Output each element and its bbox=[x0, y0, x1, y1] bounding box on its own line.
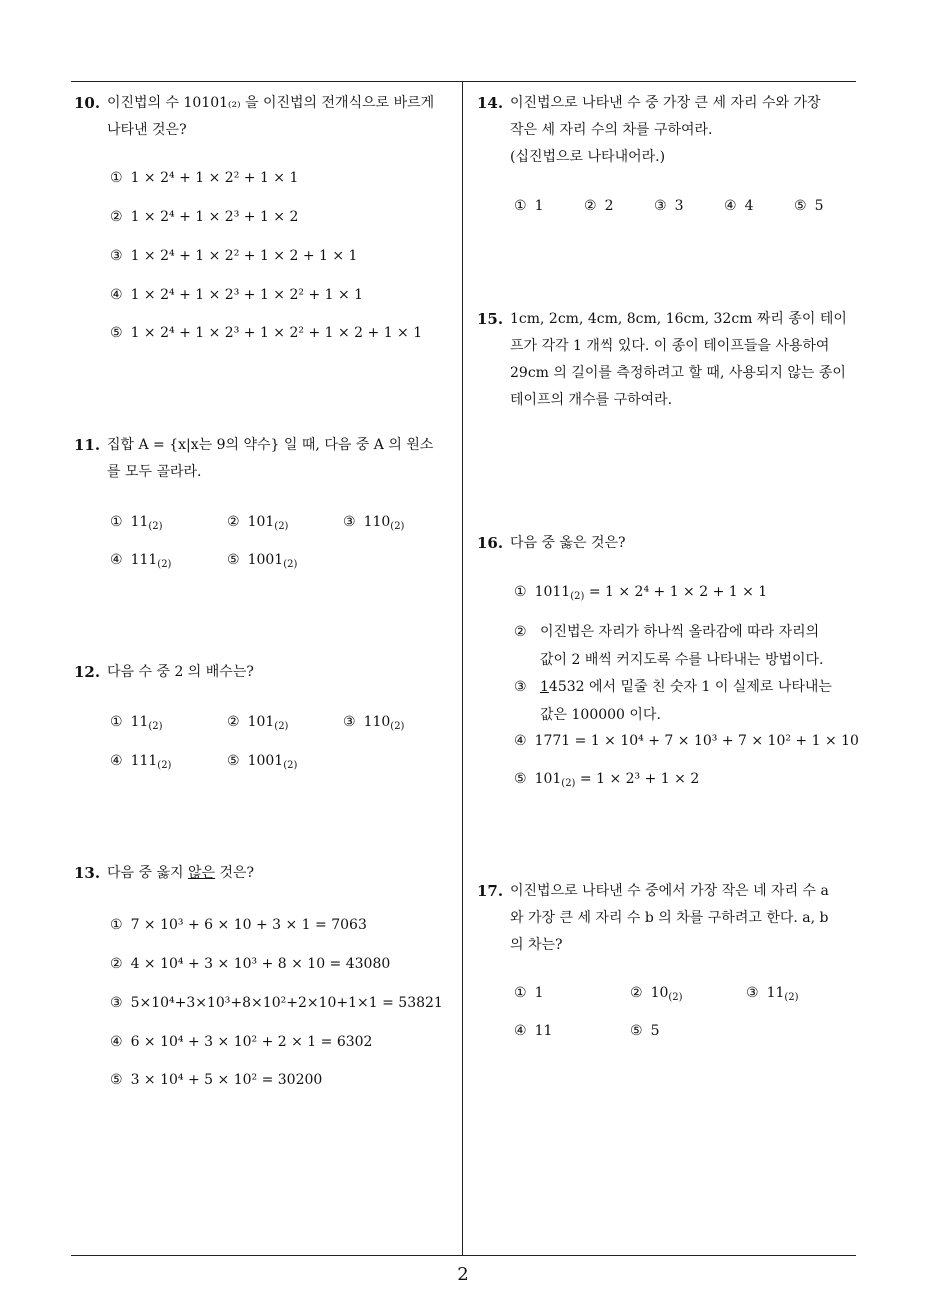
question-text-line: 작은 세 자리 수의 차를 구하여라. bbox=[510, 122, 713, 138]
question-13 bbox=[74, 860, 458, 887]
question-text-line: 를 모두 골라라. bbox=[107, 464, 202, 480]
choice-2[interactable]: ② $101_{(2)}$ bbox=[227, 714, 289, 732]
choice-4[interactable]: ④ 1771 = 1 × 10⁴ + 7 × 10³ + 7 × 10² + 1 × 10 bbox=[514, 733, 859, 749]
choice-3[interactable]: ③ 14532 에서 밑줄 친 숫자 1 이 실제로 나타내는 값은 100000 이다. bbox=[514, 679, 832, 723]
page-number: 2 bbox=[457, 1264, 469, 1285]
choice-1[interactable]: ① 1 × 2⁴ + 1 × 2² + 1 × 1 bbox=[110, 170, 299, 186]
choice-2[interactable]: ② 4 × 10⁴ + 3 × 10³ + 8 × 10 = 43080 bbox=[110, 956, 391, 972]
bottom-rule bbox=[71, 1255, 856, 1256]
question-14 bbox=[477, 90, 861, 171]
question-number: 11. bbox=[74, 436, 101, 454]
choice-5[interactable]: ⑤ 3 × 10⁴ + 5 × 10² = 30200 bbox=[110, 1072, 323, 1088]
question-10 bbox=[74, 90, 458, 144]
question-text-line: 29cm 의 길이를 측정하려고 할 때, 사용되지 않는 종이 bbox=[510, 365, 846, 381]
choice-3[interactable]: ③ $110_{(2)}$ bbox=[343, 514, 405, 532]
choice-4[interactable]: ④ $111_{(2)}$ bbox=[110, 552, 172, 570]
underlined-word: 않은 bbox=[187, 865, 216, 881]
choice-1[interactable]: ① $11_{(2)}$ bbox=[110, 514, 163, 532]
question-text-line: 프가 각각 1 개씩 있다. 이 종이 테이프들을 사용하여 bbox=[510, 338, 830, 354]
question-text-line: 이진법의 수 10101₍₂₎ 을 이진법의 전개식으로 바르게 bbox=[107, 95, 435, 111]
choice-3[interactable]: ③ 3 bbox=[654, 198, 684, 214]
choice-1[interactable]: ① $1011_{(2)} = 1 \times 2^4 + 1 \times 2 + 1 \times 1$ bbox=[514, 584, 768, 602]
question-text-line: 나타낸 것은? bbox=[107, 122, 187, 138]
question-15 bbox=[477, 306, 861, 414]
question-number: 16. bbox=[477, 534, 504, 552]
choice-2[interactable]: ② $101_{(2)}$ bbox=[227, 514, 289, 532]
choice-4[interactable]: ④ 1 × 2⁴ + 1 × 2³ + 1 × 2² + 1 × 1 bbox=[110, 287, 364, 303]
question-text-line: (십진법으로 나타내어라.) bbox=[510, 149, 666, 165]
question-text-line: 다음 중 옳은 것은? bbox=[510, 535, 626, 551]
choice-4[interactable]: ④ 6 × 10⁴ + 3 × 10² + 2 × 1 = 6302 bbox=[110, 1034, 373, 1050]
choice-1[interactable]: ① 1 bbox=[514, 985, 544, 1001]
question-number: 14. bbox=[477, 94, 504, 112]
choice-1[interactable]: ① $11_{(2)}$ bbox=[110, 714, 163, 732]
question-text-line: 1cm, 2cm, 4cm, 8cm, 16cm, 32cm 짜리 종이 테이 bbox=[510, 311, 847, 327]
question-14-stem bbox=[477, 90, 861, 171]
choice-1[interactable]: ① 7 × 10³ + 6 × 10 + 3 × 1 = 7063 bbox=[110, 917, 367, 933]
question-number: 13. bbox=[74, 864, 101, 882]
choice-5[interactable]: ⑤ $1001_{(2)}$ bbox=[227, 753, 298, 771]
question-text-line: 와 가장 큰 세 자리 수 b 의 차를 구하려고 한다. a, b bbox=[510, 910, 829, 926]
choice-2[interactable]: ② 2 bbox=[584, 198, 614, 214]
question-text-line: 이진법으로 나타낸 수 중 가장 큰 세 자리 수와 가장 bbox=[510, 95, 821, 111]
question-number: 12. bbox=[74, 663, 101, 681]
choice-2[interactable]: ② 1 × 2⁴ + 1 × 2³ + 1 × 2 bbox=[110, 209, 299, 225]
question-text-line: 테이프의 개수를 구하여라. bbox=[510, 392, 673, 408]
question-number: 17. bbox=[477, 882, 504, 900]
choice-5[interactable]: ⑤ 5 bbox=[794, 198, 824, 214]
choice-4[interactable]: ④ $111_{(2)}$ bbox=[110, 753, 172, 771]
question-number: 15. bbox=[477, 310, 504, 328]
question-10-stem bbox=[74, 90, 458, 144]
choice-5[interactable]: ⑤ $101_{(2)} = 1 \times 2^3 + 1 \times 2$ bbox=[514, 771, 700, 789]
choice-1[interactable]: ① 1 bbox=[514, 198, 544, 214]
choice-3[interactable]: ③ $110_{(2)}$ bbox=[343, 714, 405, 732]
question-15-stem bbox=[477, 306, 861, 414]
question-text-line: 집합 A = {x|x는 9의 약수} 일 때, 다음 중 A 의 원소 bbox=[107, 437, 434, 453]
question-text-line: 의 차는? bbox=[510, 937, 563, 953]
question-12-stem bbox=[74, 659, 458, 686]
choice-5[interactable]: ⑤ 1 × 2⁴ + 1 × 2³ + 1 × 2² + 1 × 2 + 1 × 1 bbox=[110, 325, 423, 341]
top-rule bbox=[71, 81, 856, 82]
question-13-stem bbox=[74, 860, 458, 887]
question-17-stem bbox=[477, 878, 861, 959]
choice-2[interactable]: ② $10_{(2)}$ bbox=[630, 985, 683, 1003]
column-divider bbox=[462, 82, 463, 1256]
choice-5[interactable]: ⑤ 5 bbox=[630, 1023, 660, 1039]
question-16-stem bbox=[477, 530, 861, 557]
question-text-line: 다음 수 중 2 의 배수는? bbox=[107, 664, 254, 680]
question-17 bbox=[477, 878, 861, 959]
choice-4[interactable]: ④ 4 bbox=[724, 198, 754, 214]
question-16 bbox=[477, 530, 861, 557]
question-text-line: 다음 중 옳지 않은 것은? bbox=[107, 865, 255, 881]
choice-3[interactable]: ③ $11_{(2)}$ bbox=[746, 985, 799, 1003]
question-text-line: 이진법으로 나타낸 수 중에서 가장 작은 네 자리 수 a bbox=[510, 883, 829, 899]
question-12 bbox=[74, 659, 458, 686]
choice-4[interactable]: ④ 11 bbox=[514, 1023, 553, 1039]
choice-5[interactable]: ⑤ $1001_{(2)}$ bbox=[227, 552, 298, 570]
choice-3[interactable]: ③ 1 × 2⁴ + 1 × 2² + 1 × 2 + 1 × 1 bbox=[110, 248, 358, 264]
question-11-stem bbox=[74, 432, 458, 486]
question-11 bbox=[74, 432, 458, 486]
question-number: 10. bbox=[74, 94, 101, 112]
choice-3[interactable]: ③ 5×10⁴+3×10³+8×10²+2×10+1×1 = 53821 bbox=[110, 995, 443, 1011]
choice-2[interactable]: ② 이진법은 자리가 하나씩 올라감에 따라 자리의 값이 2 배씩 커지도록 수를 나타내는 방법이다. bbox=[514, 624, 824, 668]
underlined-digit: 1 bbox=[540, 679, 549, 695]
